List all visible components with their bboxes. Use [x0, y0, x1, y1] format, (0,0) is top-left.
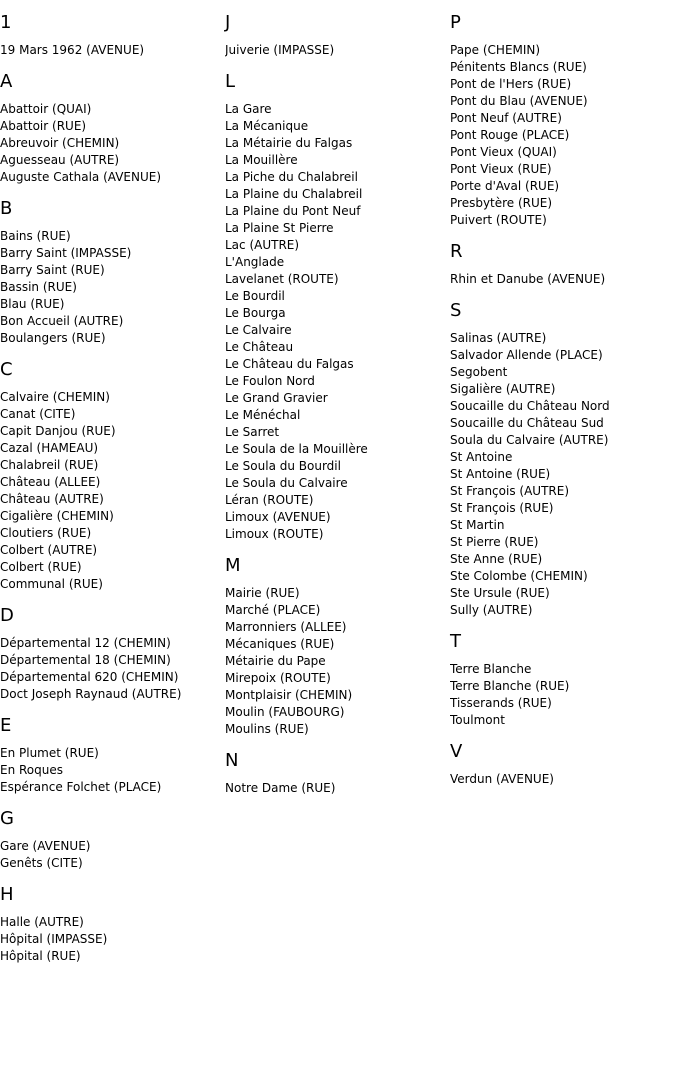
- street-item: Le Bourga: [225, 306, 286, 320]
- street-item: St Antoine (RUE): [450, 467, 551, 481]
- street-item: Cloutiers (RUE): [0, 526, 92, 540]
- street-item: Notre Dame (RUE): [225, 781, 336, 795]
- letter-heading: V: [450, 741, 463, 762]
- street-item: La Mouillère: [225, 153, 298, 167]
- street-item: Pont Neuf (AUTRE): [450, 111, 562, 125]
- letter-heading: M: [225, 555, 241, 576]
- street-item: Marché (PLACE): [225, 603, 321, 617]
- street-item: St Antoine: [450, 450, 513, 464]
- letter-heading: J: [225, 12, 231, 33]
- street-item: Métairie du Pape: [225, 654, 326, 668]
- street-item: Pape (CHEMIN): [450, 43, 541, 57]
- street-item: Hôpital (RUE): [0, 949, 81, 963]
- street-item: La Métairie du Falgas: [225, 136, 353, 150]
- street-item: Terre Blanche: [450, 662, 532, 676]
- index-column: [225, 0, 450, 807]
- street-item: Halle (AUTRE): [0, 915, 84, 929]
- street-item: Boulangers (RUE): [0, 331, 106, 345]
- street-item: Château (ALLEE): [0, 475, 101, 489]
- street-item: Gare (AVENUE): [0, 839, 91, 853]
- street-list: [0, 635, 225, 703]
- street-item: Blau (RUE): [0, 297, 65, 311]
- street-item: Espérance Folchet (PLACE): [0, 780, 162, 794]
- street-item: Sully (AUTRE): [450, 603, 533, 617]
- letter-group: [450, 241, 675, 288]
- street-item: Le Grand Gravier: [225, 391, 328, 405]
- letter-group: [0, 359, 225, 593]
- street-item: Lac (AUTRE): [225, 238, 300, 252]
- street-item: Le Calvaire: [225, 323, 292, 337]
- street-item: Montplaisir (CHEMIN): [225, 688, 353, 702]
- street-item: Le Foulon Nord: [225, 374, 315, 388]
- street-item: Tisserands (RUE): [450, 696, 552, 710]
- street-item: Abattoir (QUAI): [0, 102, 92, 116]
- street-item: Mirepoix (ROUTE): [225, 671, 331, 685]
- index-column: [450, 0, 675, 798]
- street-item: Pont Vieux (QUAI): [450, 145, 557, 159]
- street-item: Château (AUTRE): [0, 492, 104, 506]
- street-item: Le Soula de la Mouillère: [225, 442, 368, 456]
- street-item: Le Soula du Calvaire: [225, 476, 348, 490]
- street-item: Doct Joseph Raynaud (AUTRE): [0, 687, 182, 701]
- street-item: Abattoir (RUE): [0, 119, 87, 133]
- street-item: Moulin (FAUBOURG): [225, 705, 345, 719]
- street-item: Départemental 620 (CHEMIN): [0, 670, 179, 684]
- letter-group: [0, 198, 225, 347]
- street-item: St Pierre (RUE): [450, 535, 539, 549]
- street-item: Mécaniques (RUE): [225, 637, 335, 651]
- street-item: Abreuvoir (CHEMIN): [0, 136, 120, 150]
- street-item: Le Château du Falgas: [225, 357, 354, 371]
- letter-group: [450, 741, 675, 788]
- street-item: Le Soula du Bourdil: [225, 459, 341, 473]
- street-item: En Roques: [0, 763, 63, 777]
- street-item: Ste Colombe (CHEMIN): [450, 569, 588, 583]
- street-item: Limoux (AVENUE): [225, 510, 331, 524]
- street-item: Départemental 12 (CHEMIN): [0, 636, 171, 650]
- letter-heading: C: [0, 359, 13, 380]
- street-item: Pont Rouge (PLACE): [450, 128, 570, 142]
- street-item: St François (RUE): [450, 501, 554, 515]
- street-item: Le Bourdil: [225, 289, 285, 303]
- street-list: [0, 838, 225, 872]
- street-item: Bassin (RUE): [0, 280, 77, 294]
- street-item: Pont de l'Hers (RUE): [450, 77, 572, 91]
- letter-heading: L: [225, 71, 236, 92]
- letter-group: [0, 71, 225, 186]
- letter-group: [225, 12, 450, 59]
- street-item: Barry Saint (IMPASSE): [0, 246, 132, 260]
- street-item: La Mécanique: [225, 119, 309, 133]
- street-list: [0, 42, 225, 59]
- letter-heading: E: [0, 715, 12, 736]
- letter-group: [0, 605, 225, 703]
- street-item: Canat (CITE): [0, 407, 76, 421]
- street-list: [225, 101, 450, 543]
- letter-group: [0, 12, 225, 59]
- letter-heading: G: [0, 808, 14, 829]
- letter-group: [0, 715, 225, 796]
- street-item: L'Anglade: [225, 255, 285, 269]
- street-list: [450, 42, 675, 229]
- street-item: Puivert (ROUTE): [450, 213, 547, 227]
- letter-heading: A: [0, 71, 13, 92]
- street-item: En Plumet (RUE): [0, 746, 99, 760]
- street-item: Le Château: [225, 340, 294, 354]
- letter-heading: T: [450, 631, 461, 652]
- street-item: Mairie (RUE): [225, 586, 300, 600]
- street-list: [0, 745, 225, 796]
- street-item: Bon Accueil (AUTRE): [0, 314, 124, 328]
- street-item: Calvaire (CHEMIN): [0, 390, 110, 404]
- letter-heading: R: [450, 241, 463, 262]
- street-list: [450, 271, 675, 288]
- street-item: Salinas (AUTRE): [450, 331, 547, 345]
- street-list: [225, 585, 450, 738]
- letter-heading: B: [0, 198, 13, 219]
- street-item: Moulins (RUE): [225, 722, 309, 736]
- street-list: [0, 228, 225, 347]
- street-item: Bains (RUE): [0, 229, 71, 243]
- letter-group: [225, 750, 450, 797]
- street-item: Verdun (AVENUE): [450, 772, 554, 786]
- street-item: Segobent: [450, 365, 508, 379]
- street-item: Pénitents Blancs (RUE): [450, 60, 587, 74]
- street-item: Presbytère (RUE): [450, 196, 553, 210]
- street-item: Colbert (RUE): [0, 560, 82, 574]
- street-item: St Martin: [450, 518, 505, 532]
- street-item: Terre Blanche (RUE): [450, 679, 570, 693]
- street-item: 19 Mars 1962 (AVENUE): [0, 43, 145, 57]
- street-item: Soula du Calvaire (AUTRE): [450, 433, 609, 447]
- street-list: [450, 771, 675, 788]
- letter-group: [225, 555, 450, 738]
- street-item: Chalabreil (RUE): [0, 458, 99, 472]
- street-item: Marronniers (ALLEE): [225, 620, 347, 634]
- street-list: [225, 42, 450, 59]
- street-item: Soucaille du Château Nord: [450, 399, 610, 413]
- street-item: La Plaine du Pont Neuf: [225, 204, 361, 218]
- street-list: [225, 780, 450, 797]
- street-item: Porte d'Aval (RUE): [450, 179, 560, 193]
- letter-heading: S: [450, 300, 462, 321]
- street-item: Cigalière (CHEMIN): [0, 509, 114, 523]
- street-item: Pont Vieux (RUE): [450, 162, 552, 176]
- letter-group: [225, 71, 450, 543]
- street-item: Genêts (CITE): [0, 856, 83, 870]
- street-item: Rhin et Danube (AVENUE): [450, 272, 606, 286]
- street-item: La Gare: [225, 102, 272, 116]
- letter-heading: 1: [0, 12, 12, 33]
- street-list: [450, 330, 675, 619]
- street-item: La Plaine St Pierre: [225, 221, 334, 235]
- letter-heading: D: [0, 605, 14, 626]
- street-item: St François (AUTRE): [450, 484, 570, 498]
- street-item: Limoux (ROUTE): [225, 527, 324, 541]
- street-item: Lavelanet (ROUTE): [225, 272, 339, 286]
- letter-group: [450, 300, 675, 619]
- street-item: Pont du Blau (AVENUE): [450, 94, 588, 108]
- street-item: Ste Ursule (RUE): [450, 586, 550, 600]
- street-item: Soucaille du Château Sud: [450, 416, 604, 430]
- street-item: La Piche du Chalabreil: [225, 170, 358, 184]
- street-item: Sigalière (AUTRE): [450, 382, 556, 396]
- street-item: Aguesseau (AUTRE): [0, 153, 120, 167]
- street-list: [0, 389, 225, 593]
- street-list: [0, 914, 225, 965]
- street-item: Juiverie (IMPASSE): [225, 43, 335, 57]
- index-column: [0, 0, 225, 975]
- letter-group: [450, 631, 675, 729]
- street-item: Toulmont: [450, 713, 505, 727]
- letter-heading: N: [225, 750, 239, 771]
- street-list: [0, 101, 225, 186]
- street-item: Auguste Cathala (AVENUE): [0, 170, 162, 184]
- street-list: [450, 661, 675, 729]
- street-item: Colbert (AUTRE): [0, 543, 98, 557]
- street-item: Ste Anne (RUE): [450, 552, 543, 566]
- street-item: Salvador Allende (PLACE): [450, 348, 603, 362]
- street-item: Cazal (HAMEAU): [0, 441, 99, 455]
- street-item: Communal (RUE): [0, 577, 103, 591]
- street-item: Capit Danjou (RUE): [0, 424, 116, 438]
- letter-heading: H: [0, 884, 14, 905]
- letter-group: [0, 884, 225, 965]
- street-item: Le Sarret: [225, 425, 280, 439]
- letter-heading: P: [450, 12, 461, 33]
- street-item: Barry Saint (RUE): [0, 263, 105, 277]
- street-item: La Plaine du Chalabreil: [225, 187, 363, 201]
- letter-group: [0, 808, 225, 872]
- street-item: Départemental 18 (CHEMIN): [0, 653, 171, 667]
- letter-group: [450, 12, 675, 229]
- street-item: Le Ménéchal: [225, 408, 301, 422]
- street-item: Hôpital (IMPASSE): [0, 932, 108, 946]
- street-item: Léran (ROUTE): [225, 493, 314, 507]
